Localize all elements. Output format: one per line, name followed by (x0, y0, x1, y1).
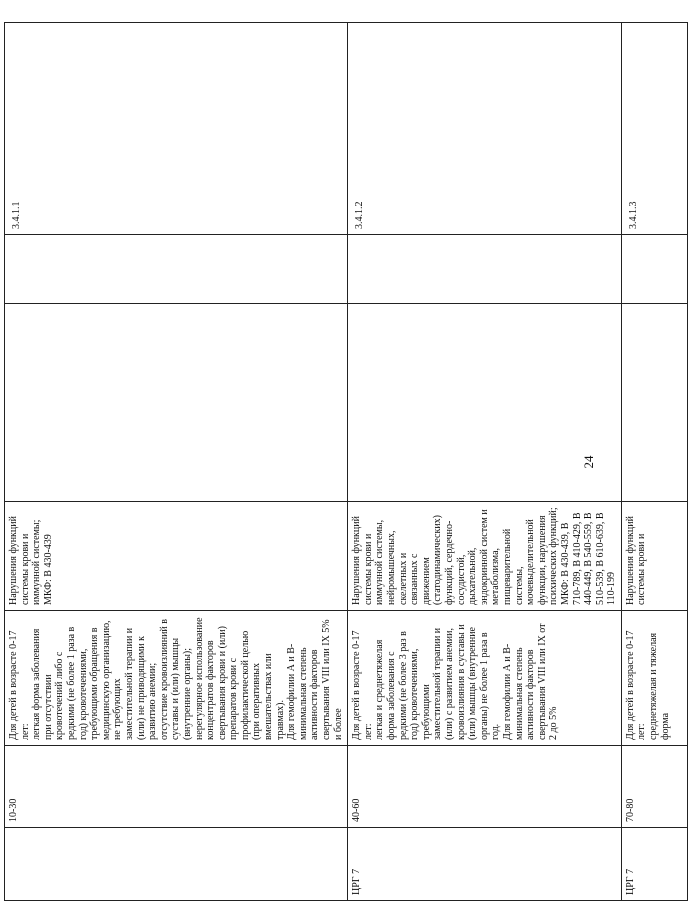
row-diagnosis: Нарушения функций системы крови и (621, 502, 687, 611)
row-category (5, 828, 348, 901)
row-code: 3.4.1.3 (621, 23, 687, 235)
row-code: 3.4.1.1 (5, 23, 348, 235)
row-percent: 10-30 (5, 746, 348, 828)
empty-cell (621, 304, 687, 502)
row-percent: 70-80 (621, 746, 687, 828)
page-number: 24 (581, 455, 596, 469)
row-description: Для детей в возрасте 0-17 лет: среднетяжелая и тяжелая форма (621, 611, 687, 746)
row-category: ЦРГ 7 (621, 828, 687, 901)
rotated-table-sheet (0, 22, 671, 902)
row-code: 3.4.1.2 (348, 23, 622, 235)
row-description: Для детей в возрасте 0-17 лет: легкая форма заболевания при отсутствии кровотечений либо с редкими (не более 1 раза в год) кровотечениями, требующими обращения в медицинскую организацию, не требующих заместительной терапии и (или) не приводящими к развитию анемии; отсутствие кровоизлияний в суставы и (или) мышцы (внутренние органы); нерегулярное использование концентратов факторов свертывания крови и (или) препаратов крови с профилактической целью (при оперативных вмешательствах или травмах). Для гемофилии А и В-минимальная степень активности факторов свертывания VIII или IX 5% и более (5, 611, 348, 746)
row-percent: 40-60 (348, 746, 622, 828)
empty-cell (621, 235, 687, 304)
row-diagnosis: Нарушения функций системы крови и иммунной системы; МКФ: B 430-439 (5, 502, 348, 611)
empty-cell (5, 235, 348, 304)
table-row (5, 23, 348, 901)
row-category: ЦРГ 7 (348, 828, 622, 901)
empty-cell (5, 304, 348, 502)
row-description: Для детей в возрасте 0-17 лет: легкая и среднетяжелая форма заболевания с редкими (не более 3 раз в год) кровотечениями, требующими заместительной терапии и (или) с развитием анемии, кровоизлияния в суставы и (или) мышцы (внутренние органы) не более 1 раза в год. Для гемофилии А и В-минимальная степень активности факторов свертывания VIII или IX от 2 до 5% (348, 611, 622, 746)
table-row (621, 23, 687, 901)
row-diagnosis: Нарушения функций системы крови и иммунной системы, нейромышечных, скелетных и связанных с движением (статодинамических) функций, сердечно-сосудистой, дыхательной, эндокринной систем и метаболизма, пищеварительной системы, мочевыделительной функции, нарушения психических функций; МКФ: B 430-439, B 710-789, B 410-429, B 440-449, B 540-559, B 510-539, B 610-639, B 110-199 (348, 502, 622, 611)
